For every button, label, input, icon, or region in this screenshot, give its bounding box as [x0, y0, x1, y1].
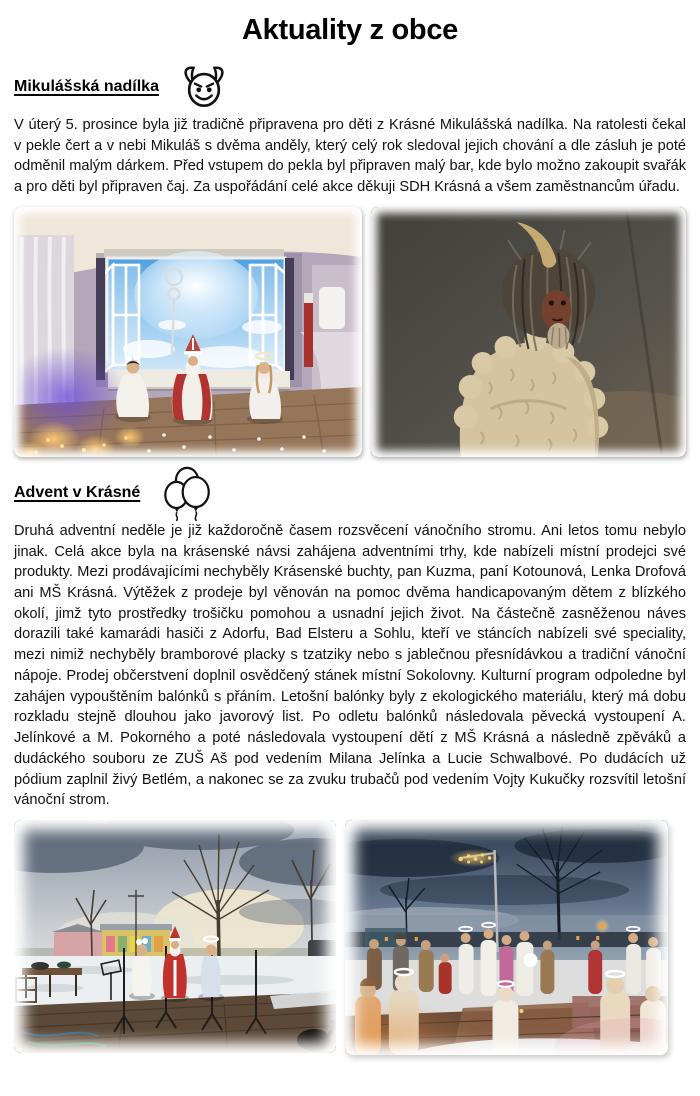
photo-krampus [371, 207, 686, 457]
page-title: Aktuality z obce [242, 14, 458, 46]
balloons-icon [162, 465, 214, 521]
section-header-mikulas [14, 61, 686, 113]
section-heading-advent: Advent v Krásné [14, 483, 141, 501]
section-heading-mikulas: Mikulášská nadílka [14, 78, 159, 95]
photo-row-mikulas [14, 207, 686, 457]
photo-advent-stage [14, 820, 336, 1053]
photo-living-betlehem [345, 820, 668, 1055]
photo-mikulas-hall [14, 207, 362, 457]
devil-smiley-icon [181, 65, 227, 109]
paragraph-mikulas: V úterý 5. prosince byla již tradičně připravena pro děti z Krásné Mikulášská nadílka. Na ratolesti čekal v pekle čert a v nebi Mikuláš s dvěma anděly, který celý rok sledoval jejich chování a dle zásluh je poté odměnil malým dárkem. Před vstupem do pekla byl připraven malý bar, kde bylo možno zakoupit svařák a pro děti byl připraven čaj. Za uspořádání celé akce děkuji SDH Krásná a všem zaměstnancům úřadu. [14, 117, 686, 196]
paragraph-advent: Druhá adventní neděle je již každoročně časem rozsvěcení vánočního stromu. Ani letos tomu nebylo jinak. Celá akce byla na krásenské návsi zahájena adventními trhy, kde nabízeli místní prodejci své produkty. Mezi prodávajícími nechyběly Krásenské buchty, pan Kuzma, paní Kotounová, Lenka Drofová ani MŠ Krásná. Výtěžek z prodeje byl věnován na pomoc dvěma handicapovaným dětem z blízkého okolí, jimž tyto prostředky trošičku pomohou a usnadní jejich život. Na částečně zasněženou náves dorazili také kamarádi hasiči z Adorfu, Bad Elsteru a Sohlu, kteří ve stáncích nabízeli své speciality, mezi nimiž nechyběly bramborové placky s tzatziky nebo s jablečnou přesnídávkou a tradiční vánoční nápoje. Prodej občerstvení doplnil osvědčený stánek místní Sokolovny. Kulturní program odpoledne byl zahájen vypouštěním balónků s přáním. Letošní balónky byly z ekologického materiálu, který má dobu rozkladu stejně dlouhou jako javorový list. Po odletu balónků následovala pěvecká vystoupení A. Jelínkové a M. Pokorného a poté následovala vystoupení dětí z MŠ Krásná a následně zpěváků a dudáckého souboru ze ZUŠ Aš pod vedením Milana Jelínka a Lucie Schwalbové. Po dudácích už pódium zaplnil živý Betlém, a nakonec se za zvuku trubačů pod vedením Vojty Kukučky rozsvítil letošní vánoční strom. [14, 522, 686, 809]
photo-row-advent [14, 820, 686, 1055]
section-header-advent [14, 467, 686, 519]
